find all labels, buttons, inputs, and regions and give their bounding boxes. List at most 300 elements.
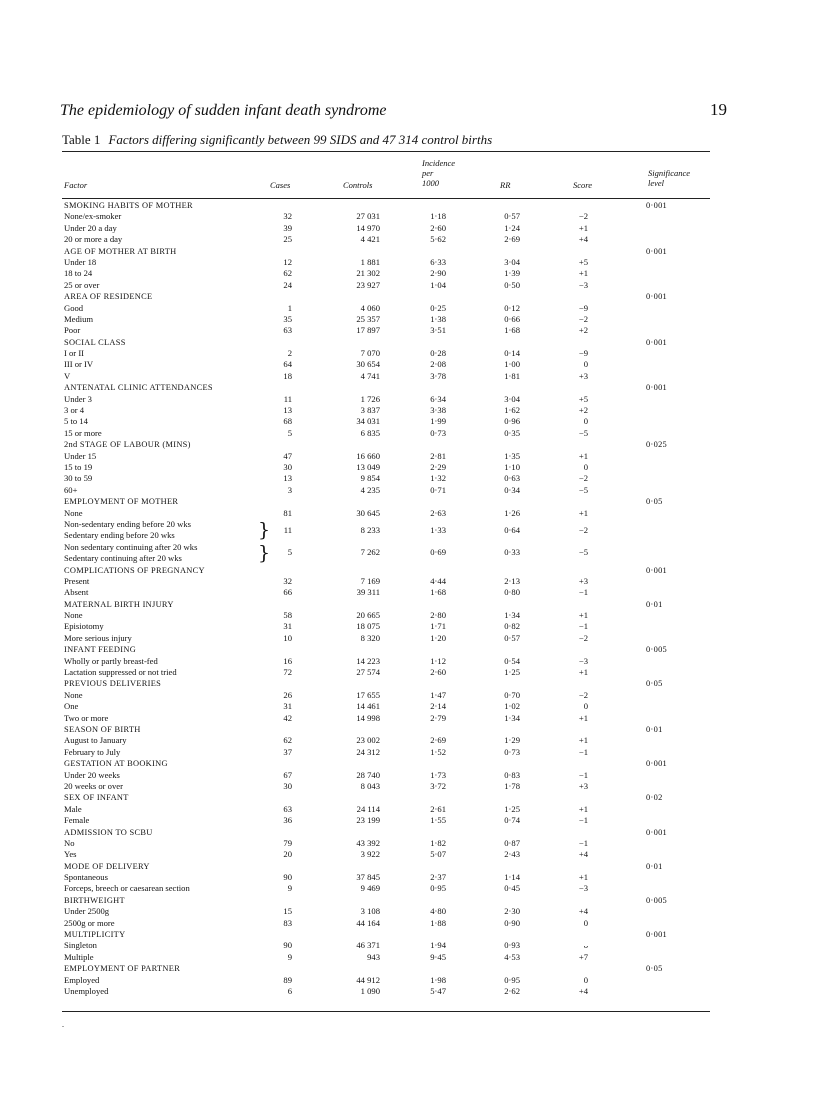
cell-score: +3 [578,370,588,381]
cell-incidence: 5·62 [430,234,446,245]
cell-incidence: 0·28 [430,348,446,359]
row-label: Absent [64,587,89,598]
table-top-rule [62,151,710,152]
cell-cases: 13 [283,473,292,484]
cell-rr: 2·62 [504,985,520,996]
header-controls: Controls [343,180,373,190]
cell-cases: 9 [287,951,292,962]
table-row [0,519,816,542]
table-row [0,359,816,370]
row-label: Episiotomy [64,621,104,632]
cell-incidence: 1·20 [430,632,446,643]
cell-incidence: 1·18 [430,211,446,222]
group-title: ADMISSION TO SCBU [64,827,153,837]
cell-score: +7 [578,951,588,962]
cell-controls: 16 660 [356,450,380,461]
factor-group-heading [0,792,816,803]
row-label: August to January [64,735,127,746]
cell-incidence: 1·82 [430,837,446,848]
cell-controls: 17 655 [356,689,380,700]
group-title: PREVIOUS DELIVERIES [64,679,162,689]
group-title: MATERNAL BIRTH INJURY [64,599,174,609]
cell-controls: 34 031 [356,416,380,427]
cell-rr: 1·62 [504,405,520,416]
cell-incidence: 9·45 [430,951,446,962]
table-row [0,405,816,416]
cell-cases: 30 [283,461,292,472]
row-label: 2500g or more [64,917,115,928]
cell-score: −2 [578,473,588,484]
header-significance [648,168,690,188]
cell-controls: 27 574 [356,667,380,678]
row-label: Under 15 [64,450,97,461]
cell-incidence: 2·14 [430,701,446,712]
cell-incidence: 3·38 [430,405,446,416]
cell-rr: 0·57 [504,211,520,222]
cell-score: −1 [578,837,588,848]
cell-controls: 28 740 [356,769,380,780]
cell-score: −9 [578,348,588,359]
row-label: Female [64,815,90,826]
row-label: Present [64,575,90,586]
cell-rr: 0·80 [504,587,520,598]
cell-cases: 62 [283,735,292,746]
cell-score: +1 [578,450,588,461]
factor-group-heading [0,929,816,940]
row-label: V [64,370,71,381]
cell-incidence: 5·47 [430,985,446,996]
table-caption [62,132,492,148]
cell-score: −3 [578,279,588,290]
table-row [0,713,816,724]
cell-incidence: 1·94 [430,940,446,951]
significance-level: 0·02 [646,793,663,803]
row-label: Sedentary continuing after 20 wks [64,553,182,564]
row-label: Singleton [64,940,97,951]
cell-incidence: 2·79 [430,712,446,723]
cell-rr: 0·57 [504,632,520,643]
table-row [0,371,816,382]
row-label: Good [64,302,84,313]
table-row [0,815,816,826]
factor-group-heading [0,337,816,348]
cell-rr: 1·39 [504,268,520,279]
cell-cases: 10 [283,632,292,643]
factor-group-heading [0,200,816,211]
cell-rr: 1·10 [504,461,520,472]
factor-group-heading [0,565,816,576]
cell-rr: 1·02 [504,701,520,712]
cell-score: −2 [578,689,588,700]
cell-incidence: 0·69 [430,547,446,558]
cell-score: +1 [578,610,588,621]
cell-incidence: 1·98 [430,974,446,985]
cell-rr: 1·24 [504,222,520,233]
cell-cases: 32 [283,211,292,222]
table-row [0,610,816,621]
cell-incidence: 0·71 [430,484,446,495]
cell-cases: 9 [287,883,292,894]
table-row [0,701,816,712]
cell-score: +2 [578,405,588,416]
cell-rr: 0·45 [504,883,520,894]
row-label: Spontaneous [64,872,108,883]
table-row [0,234,816,245]
cell-cases: 15 [283,906,292,917]
cell-cases: 12 [283,256,292,267]
cell-controls: 7 262 [360,547,380,558]
cell-incidence: 1·99 [430,416,446,427]
brace-icon: } [258,541,271,564]
cell-incidence: 2·29 [430,461,446,472]
cell-score: 0 [583,917,588,928]
cell-controls: 14 461 [356,701,380,712]
row-label: No [64,837,75,848]
cell-incidence: 1·73 [430,769,446,780]
cell-cases: 35 [283,313,292,324]
cell-rr: 2·69 [504,234,520,245]
cell-score: −1 [578,746,588,757]
row-label: 20 weeks or over [64,780,123,791]
cell-controls: 14 970 [356,222,380,233]
cell-rr: 1·26 [504,507,520,518]
significance-level: 0·05 [646,964,663,974]
cell-cases: 81 [283,507,292,518]
cell-controls: 1 881 [360,256,380,267]
table-row [0,325,816,336]
cell-incidence: 6·34 [430,393,446,404]
table-row [0,348,816,359]
header-score: Score [573,180,593,190]
cell-score: +4 [578,985,588,996]
cell-rr: 1·29 [504,735,520,746]
cell-rr: 0·74 [504,815,520,826]
cell-cases: 5 [287,547,292,558]
row-label: Under 20 weeks [64,769,120,780]
group-title: EMPLOYMENT OF MOTHER [64,497,179,507]
cell-score: +1 [578,268,588,279]
table-row [0,428,816,439]
cell-incidence: 2·60 [430,222,446,233]
table-bottom-rule [62,1011,710,1012]
cell-cases: 67 [283,769,292,780]
cell-cases: 3 [287,484,292,495]
cell-cases: 37 [283,746,292,757]
factor-group-heading [0,963,816,974]
cell-cases: 47 [283,450,292,461]
table-row [0,633,816,644]
group-title: AGE OF MOTHER AT BIRTH [64,246,177,256]
row-label: III or IV [64,359,94,370]
row-label: 20 or more a day [64,234,123,245]
cell-controls: 43 392 [356,837,380,848]
cell-cases: 20 [283,849,292,860]
cell-controls: 13 049 [356,461,380,472]
cell-rr: 0·93 [504,940,520,951]
cell-incidence: 2·60 [430,667,446,678]
significance-level: 0·001 [646,759,668,769]
table-row [0,918,816,929]
cell-controls: 4 421 [360,234,380,245]
significance-level: 0·001 [646,930,668,940]
cell-cases: 31 [283,621,292,632]
table-row [0,542,816,565]
row-label: I or II [64,348,85,359]
header-rr: RR [500,180,511,190]
cell-incidence: 2·69 [430,735,446,746]
cell-cases: 90 [283,940,292,951]
cell-incidence: 3·51 [430,325,446,336]
cell-controls: 1 726 [360,393,380,404]
row-label: One [64,701,79,712]
row-label: Non sedentary continuing after 20 wks [64,541,198,552]
significance-level: 0·001 [646,292,668,302]
table-row [0,621,816,632]
cell-score: −1 [578,587,588,598]
table-row [0,872,816,883]
table-row [0,906,816,917]
cell-incidence: 1·47 [430,689,446,700]
header-incidence-line: 1000 [422,178,439,188]
table-row [0,576,816,587]
table-row [0,667,816,678]
cell-incidence: 3·72 [430,780,446,791]
cell-score: 0 [583,359,588,370]
cell-controls: 8 320 [360,632,380,643]
cell-cases: 18 [283,370,292,381]
cell-score: −9 [578,302,588,313]
cell-controls: 24 114 [356,803,380,814]
cell-controls: 3 108 [360,906,380,917]
cell-incidence: 2·61 [430,803,446,814]
cell-score: +5 [578,393,588,404]
cell-controls: 20 665 [356,610,380,621]
group-title: SEASON OF BIRTH [64,725,141,734]
cell-score: −3 [578,655,588,666]
cell-incidence: 2·63 [430,507,446,518]
cell-cases: 24 [283,279,292,290]
cell-score: 0 [583,701,588,712]
significance-level: 0·05 [646,679,663,689]
group-title: SOCIAL CLASS [64,337,126,347]
cell-incidence: 4·44 [430,575,446,586]
cell-cases: 13 [283,405,292,416]
table-row [0,303,816,314]
factor-group-heading [0,291,816,302]
cell-cases: 89 [283,974,292,985]
cell-score: −5 [578,547,588,558]
cell-rr: 0·14 [504,348,520,359]
table-row [0,257,816,268]
cell-controls: 23 927 [356,279,380,290]
cell-rr: 1·34 [504,712,520,723]
factor-group-heading [0,599,816,610]
cell-score: −2 [578,524,588,535]
cell-controls: 37 845 [356,872,380,883]
cell-rr: 0·73 [504,746,520,757]
table-row [0,883,816,894]
cell-rr: 0·54 [504,655,520,666]
cell-cases: 62 [283,268,292,279]
row-label: 15 to 19 [64,461,93,472]
cell-cases: 11 [283,393,292,404]
cell-score: 0 [583,974,588,985]
row-label: None [64,689,83,700]
row-label: Two or more [64,712,109,723]
group-title: BIRTHWEIGHT [64,895,125,905]
cell-rr: 0·33 [504,547,520,558]
cell-rr: 2·43 [504,849,520,860]
cell-controls: 23 199 [356,815,380,826]
table-row [0,314,816,325]
cell-incidence: 2·37 [430,872,446,883]
brace-icon: } [258,518,271,541]
cell-score: +1 [578,667,588,678]
cell-score: −2 [578,211,588,222]
row-label: More serious injury [64,632,132,643]
cell-rr: 0·50 [504,279,520,290]
row-label: Under 18 [64,256,97,267]
table-row [0,747,816,758]
group-title: COMPLICATIONS OF PREGNANCY [64,565,205,575]
table-row [0,416,816,427]
table-row [0,804,816,815]
row-label: None [64,507,83,518]
footnote-mark: . [62,1020,64,1029]
cell-controls: 7 169 [360,575,380,586]
cell-score: +4 [578,234,588,245]
significance-level: 0·001 [646,383,668,393]
cell-cases: 11 [283,524,292,535]
cell-score: +3 [578,780,588,791]
table-row [0,394,816,405]
header-incidence [422,158,455,188]
row-label: Unemployed [64,985,109,996]
table-row [0,849,816,860]
factor-group-heading [0,895,816,906]
cell-incidence: 2·90 [430,268,446,279]
row-label: Multiple [64,951,94,962]
cell-controls: 4 741 [360,370,380,381]
factor-group-heading [0,678,816,689]
cell-rr: 0·96 [504,416,520,427]
table-row [0,656,816,667]
cell-controls: 46 371 [356,940,380,951]
cell-rr: 0·70 [504,689,520,700]
cell-score: +1 [578,712,588,723]
table-row [0,485,816,496]
row-label: Sedentary ending before 20 wks [64,530,175,541]
cell-rr: 1·00 [504,359,520,370]
group-title: ANTENATAL CLINIC ATTENDANCES [64,383,213,393]
cell-controls: 6 835 [360,427,380,438]
row-label: Non-sedentary ending before 20 wks [64,518,191,529]
cell-score: −5 [578,484,588,495]
cell-score: +5 [578,256,588,267]
cell-score: ᴗ [583,940,588,951]
group-title: INFANT FEEDING [64,645,137,655]
cell-rr: 0·90 [504,917,520,928]
page-number: 19 [710,100,727,119]
cell-score: +1 [578,735,588,746]
cell-score: +2 [578,325,588,336]
factor-group-heading [0,724,816,735]
cell-rr: 0·12 [504,302,520,313]
row-label: Poor [64,325,81,336]
cell-cases: 63 [283,803,292,814]
cell-cases: 31 [283,701,292,712]
table-row [0,952,816,963]
cell-rr: 2·13 [504,575,520,586]
cell-cases: 63 [283,325,292,336]
cell-cases: 26 [283,689,292,700]
cell-rr: 1·25 [504,667,520,678]
significance-level: 0·025 [646,440,668,450]
header-incidence-line: Incidence [422,158,456,168]
cell-rr: 1·35 [504,450,520,461]
cell-controls: 27 031 [356,211,380,222]
group-title: EMPLOYMENT OF PARTNER [64,964,181,974]
table-row [0,690,816,701]
cell-incidence: 1·04 [430,279,446,290]
row-label: Lactation suppressed or not tried [64,667,177,678]
caption-title: Factors differing significantly between 99 SIDS and 47 314 control births [108,132,493,147]
cell-score: +3 [578,575,588,586]
table-row [0,735,816,746]
cell-score: +1 [578,222,588,233]
cell-score: −2 [578,313,588,324]
group-title: MODE OF DELIVERY [64,861,150,871]
cell-controls: 4 060 [360,302,380,313]
cell-incidence: 4·80 [430,906,446,917]
cell-score: +1 [578,872,588,883]
cell-rr: 0·66 [504,313,520,324]
cell-controls: 44 912 [356,974,380,985]
cell-cases: 66 [283,587,292,598]
header-significance-line: Significance [648,168,691,178]
cell-controls: 30 645 [356,507,380,518]
cell-cases: 58 [283,610,292,621]
cell-incidence: 2·80 [430,610,446,621]
row-label: Under 20 a day [64,222,117,233]
cell-controls: 4 235 [360,484,380,495]
cell-cases: 68 [283,416,292,427]
cell-incidence: 0·25 [430,302,446,313]
cell-score: −5 [578,427,588,438]
cell-rr: 1·78 [504,780,520,791]
cell-cases: 72 [283,667,292,678]
cell-rr: 0·95 [504,974,520,985]
significance-level: 0·001 [646,827,668,837]
cell-rr: 3·04 [504,256,520,267]
cell-score: 0 [583,416,588,427]
cell-incidence: 1·32 [430,473,446,484]
cell-rr: 1·14 [504,872,520,883]
row-label: 15 or more [64,427,102,438]
row-label: Wholly or partly breast-fed [64,655,158,666]
cell-controls: 18 075 [356,621,380,632]
row-label: Under 2500g [64,906,110,917]
cell-cases: 1 [287,302,292,313]
significance-level: 0·01 [646,725,663,734]
cell-controls: 9 854 [360,473,380,484]
cell-rr: 2·30 [504,906,520,917]
factor-group-heading [0,827,816,838]
cell-incidence: 3·78 [430,370,446,381]
header-cases: Cases [270,180,291,190]
table-row [0,770,816,781]
row-label: 18 to 24 [64,268,93,279]
